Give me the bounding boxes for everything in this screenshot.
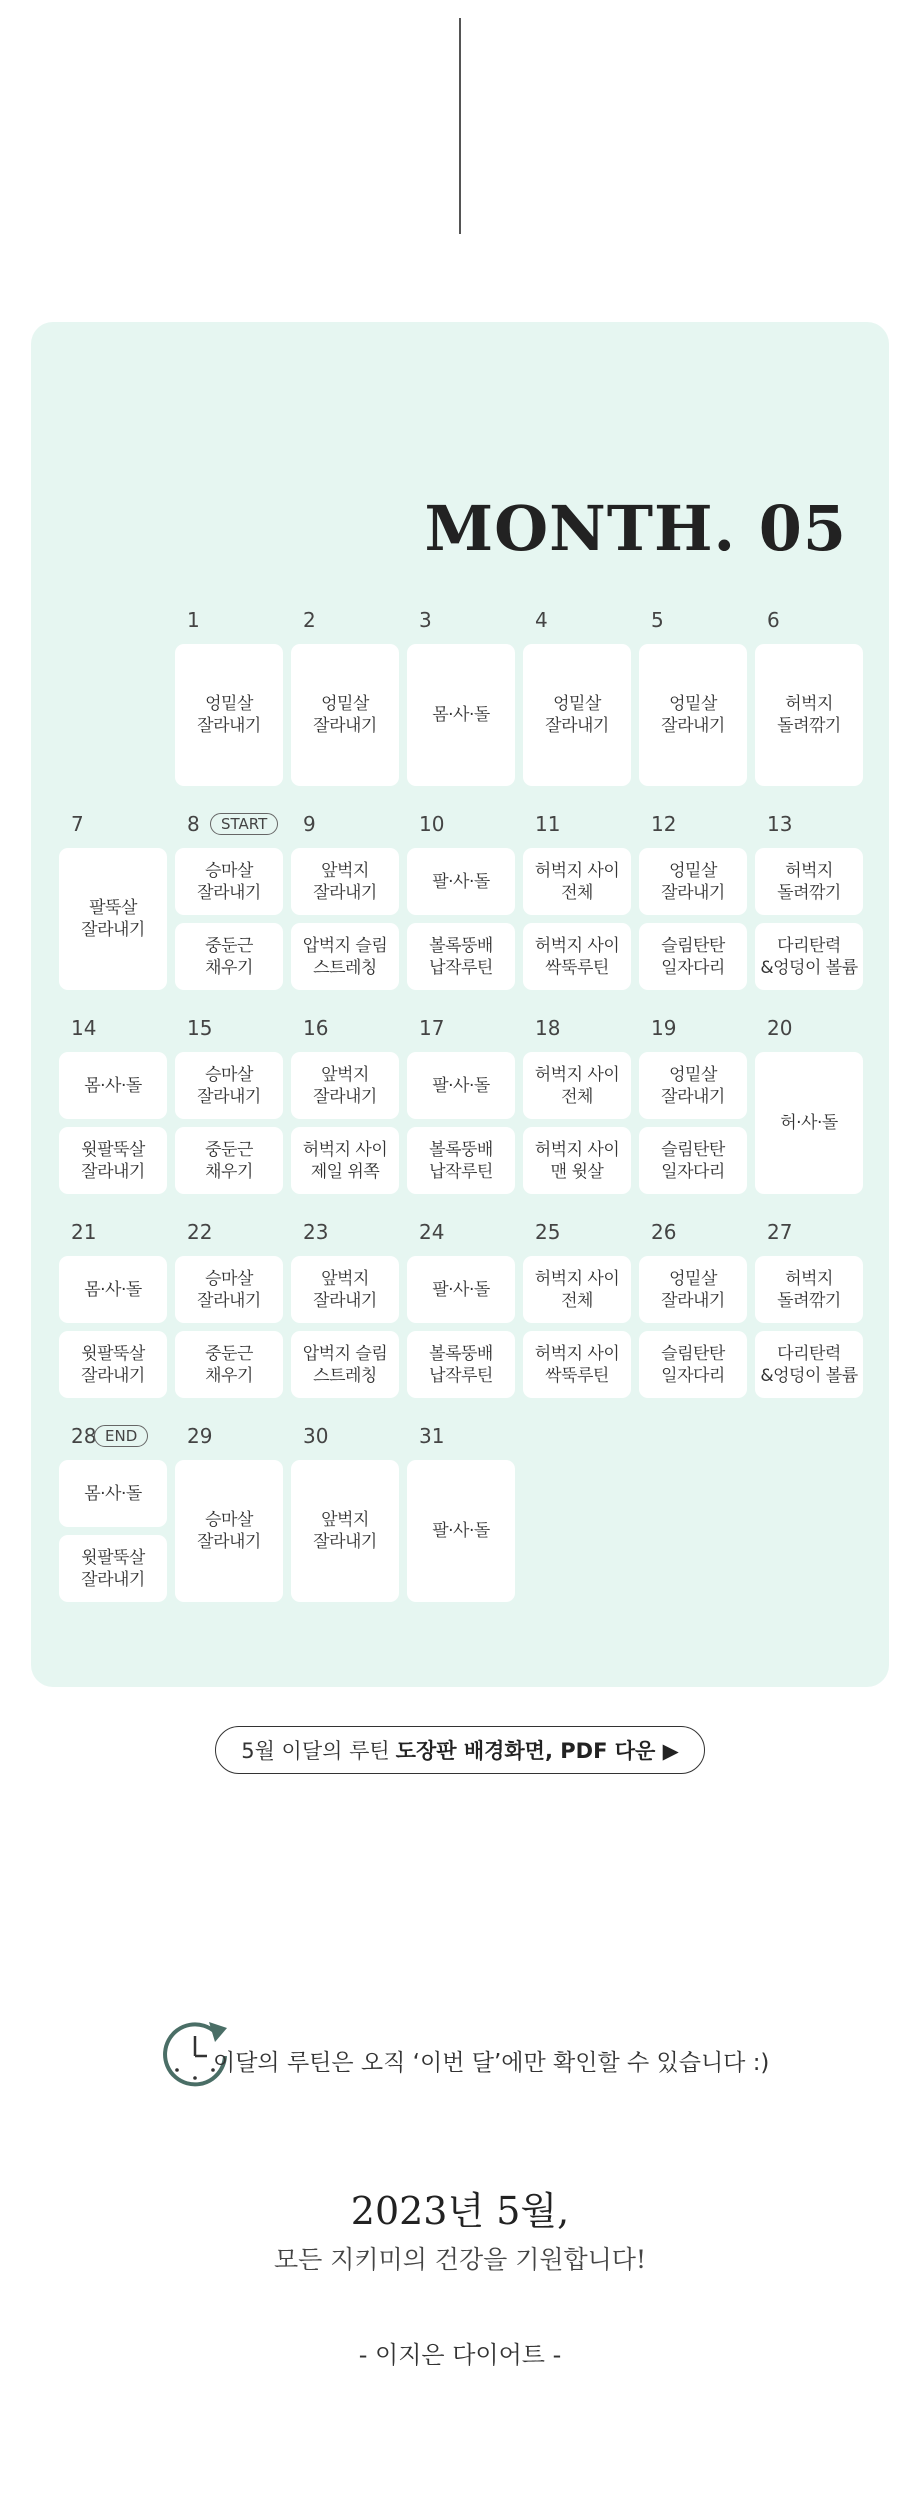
routine-cell: 허벅지 사이 맨 윗살 <box>523 1127 631 1194</box>
routine-cell: 압벅지 슬림 스트레칭 <box>291 1331 399 1398</box>
day-number: 13 <box>767 812 793 836</box>
routine-cell: 중둔근 채우기 <box>175 1127 283 1194</box>
day-number: 19 <box>651 1016 677 1040</box>
routine-cell: 엉밑살 잘라내기 <box>639 1052 747 1119</box>
routine-cell: 허벅지 사이 제일 위쪽 <box>291 1127 399 1194</box>
routine-cell: 앞벅지 잘라내기 <box>291 848 399 915</box>
signature: - 이지은 다이어트 - <box>358 2341 562 2369</box>
routine-cell: 슬림탄탄 일자다리 <box>639 1127 747 1194</box>
day-number: 4 <box>535 608 548 632</box>
day-number: 11 <box>535 812 561 836</box>
routine-cell: 팔뚝살 잘라내기 <box>59 848 167 990</box>
routine-cell: 중둔근 채우기 <box>175 923 283 990</box>
routine-cell: 몸·사·돌 <box>59 1460 167 1527</box>
routine-cell: 팔·사·돌 <box>407 1256 515 1323</box>
routine-cell: 볼록뚱배 납작루틴 <box>407 1331 515 1398</box>
day-number: 18 <box>535 1016 561 1040</box>
day-number: 10 <box>419 812 445 836</box>
routine-cell: 팔·사·돌 <box>407 1052 515 1119</box>
day-number: 9 <box>303 812 316 836</box>
day-number: 24 <box>419 1220 445 1244</box>
day-number: 29 <box>187 1424 213 1448</box>
routine-cell: 볼록뚱배 납작루틴 <box>407 1127 515 1194</box>
routine-cell: 승마살 잘라내기 <box>175 848 283 915</box>
day-number: 31 <box>419 1424 445 1448</box>
day-number: 30 <box>303 1424 329 1448</box>
day-number: 1 <box>187 608 200 632</box>
routine-cell: 허벅지 사이 전체 <box>523 1052 631 1119</box>
day-number: 22 <box>187 1220 213 1244</box>
day-number: 2 <box>303 608 316 632</box>
routine-cell: 다리탄력 &엉덩이 볼륨 <box>755 923 863 990</box>
routine-cell: 허벅지 사이 전체 <box>523 1256 631 1323</box>
routine-cell: 허벅지 돌려깎기 <box>755 1256 863 1323</box>
routine-cell: 팔·사·돌 <box>407 1460 515 1602</box>
pdf-download-button[interactable] <box>215 1726 705 1774</box>
routine-cell: 허벅지 사이 싹뚝루틴 <box>523 1331 631 1398</box>
routine-cell: 압벅지 슬림 스트레칭 <box>291 923 399 990</box>
notice-text: 이달의 루틴은 오직 ‘이번 달’에만 확인할 수 있습니다 :) <box>213 2050 770 2076</box>
day-number: 12 <box>651 812 677 836</box>
day-number: 16 <box>303 1016 329 1040</box>
routine-cell: 윗팔뚝살 잘라내기 <box>59 1331 167 1398</box>
routine-cell: 엉밑살 잘라내기 <box>639 848 747 915</box>
day-number: 17 <box>419 1016 445 1040</box>
day-number: 23 <box>303 1220 329 1244</box>
routine-cell: 윗팔뚝살 잘라내기 <box>59 1535 167 1602</box>
month-title: MONTH. 05 <box>424 492 847 565</box>
end-tag: END <box>94 1425 148 1447</box>
day-number: 5 <box>651 608 664 632</box>
day-number: 15 <box>187 1016 213 1040</box>
routine-cell: 볼록뚱배 납작루틴 <box>407 923 515 990</box>
pdf-button-prefix: 5월 이달의 루틴 <box>241 1739 390 1763</box>
routine-cell: 승마살 잘라내기 <box>175 1460 283 1602</box>
routine-cell: 중둔근 채우기 <box>175 1331 283 1398</box>
day-number: 25 <box>535 1220 561 1244</box>
year-line: 2023년 5월, <box>350 2189 570 2233</box>
calendar-panel <box>31 322 889 1687</box>
routine-cell: 허·사·돌 <box>755 1052 863 1194</box>
routine-cell: 엉밑살 잘라내기 <box>639 1256 747 1323</box>
routine-cell: 엉밑살 잘라내기 <box>175 644 283 786</box>
start-tag: START <box>210 813 278 835</box>
routine-cell: 윗팔뚝살 잘라내기 <box>59 1127 167 1194</box>
routine-cell: 엉밑살 잘라내기 <box>291 644 399 786</box>
routine-cell: 승마살 잘라내기 <box>175 1052 283 1119</box>
day-number: 7 <box>71 812 84 836</box>
day-number: 27 <box>767 1220 793 1244</box>
notice <box>155 2012 775 2102</box>
routine-cell: 앞벅지 잘라내기 <box>291 1052 399 1119</box>
day-number: 3 <box>419 608 432 632</box>
routine-cell: 슬림탄탄 일자다리 <box>639 923 747 990</box>
routine-cell: 허벅지 돌려깎기 <box>755 644 863 786</box>
routine-cell: 몸·사·돌 <box>59 1052 167 1119</box>
pdf-button-bold: 도장판 배경화면, PDF 다운 ▶ <box>395 1739 679 1763</box>
day-number: 6 <box>767 608 780 632</box>
routine-cell: 앞벅지 잘라내기 <box>291 1460 399 1602</box>
wish-line: 모든 지키미의 건강을 기원합니다! <box>274 2245 646 2274</box>
routine-cell: 몸·사·돌 <box>59 1256 167 1323</box>
routine-cell: 허벅지 돌려깎기 <box>755 848 863 915</box>
routine-cell: 허벅지 사이 싹뚝루틴 <box>523 923 631 990</box>
routine-cell: 승마살 잘라내기 <box>175 1256 283 1323</box>
routine-cell: 허벅지 사이 전체 <box>523 848 631 915</box>
day-number: 8 <box>187 812 200 836</box>
top-divider-line <box>459 18 461 234</box>
routine-cell: 엉밑살 잘라내기 <box>523 644 631 786</box>
day-number: 28 <box>71 1424 97 1448</box>
routine-cell: 슬림탄탄 일자다리 <box>639 1331 747 1398</box>
day-number: 20 <box>767 1016 793 1040</box>
routine-cell: 다리탄력 &엉덩이 볼륨 <box>755 1331 863 1398</box>
routine-cell: 엉밑살 잘라내기 <box>639 644 747 786</box>
day-number: 21 <box>71 1220 97 1244</box>
routine-cell: 몸·사·돌 <box>407 644 515 786</box>
day-number: 14 <box>71 1016 97 1040</box>
routine-cell: 앞벅지 잘라내기 <box>291 1256 399 1323</box>
routine-cell: 팔·사·돌 <box>407 848 515 915</box>
day-number: 26 <box>651 1220 677 1244</box>
